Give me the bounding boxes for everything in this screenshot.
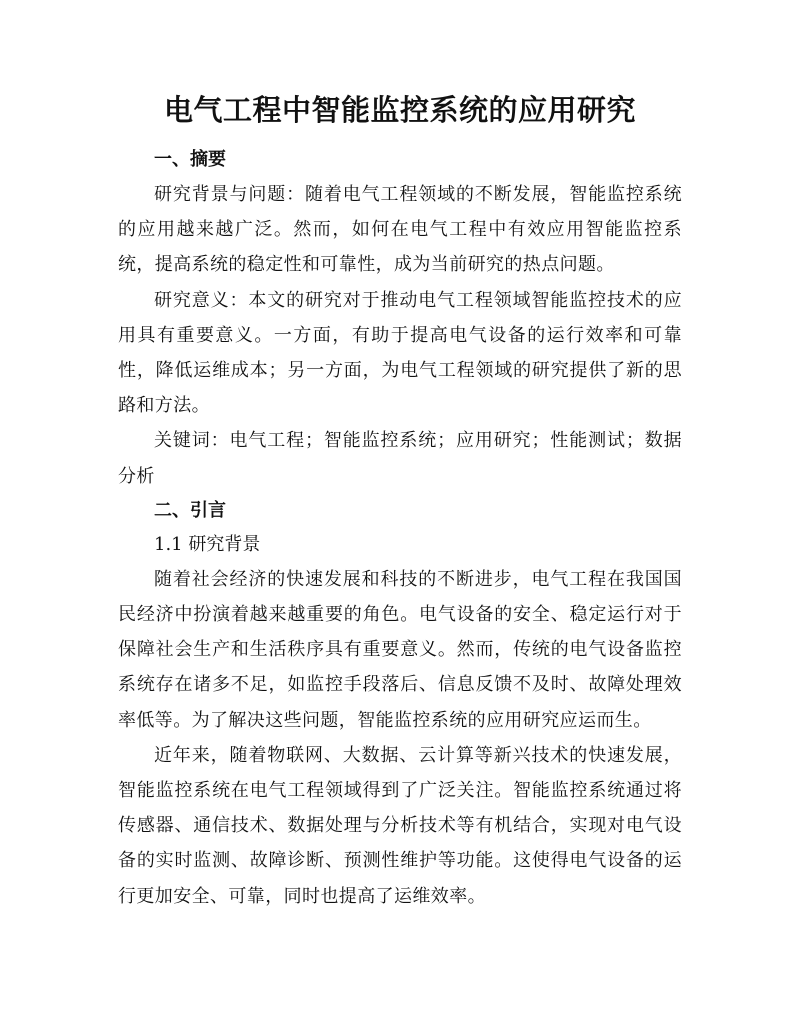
- abstract-significance-paragraph: 研究意义：本文的研究对于推动电气工程领域智能监控技术的应用具有重要意义。一方面，有助于提高电气设备的运行效率和可靠性，降低运维成本；另一方面，为电气工程领域的研究提供了新的思路和方法。: [118, 289, 682, 417]
- research-background-subheading: 1.1 研究背景: [154, 533, 261, 555]
- keywords-paragraph: 关键词：电气工程；智能监控系统；应用研究；性能测试；数据分析: [118, 430, 682, 487]
- abstract-background-paragraph: 研究背景与问题：随着电气工程领域的不断发展，智能监控系统的应用越来越广泛。然而，如何在电气工程中有效应用智能监控系统，提高系统的稳定性和可靠性，成为当前研究的热点问题。: [118, 184, 682, 276]
- introduction-paragraph-1: 随着社会经济的快速发展和科技的不断进步，电气工程在我国国民经济中扮演着越来越重要的角色。电气设备的安全、稳定运行对于保障社会生产和生活秩序具有重要意义。然而，传统的电气设备监控系统存在诸多不足，如监控手段落后、信息反馈不及时、故障处理效率低等。为了解决这些问题，智能监控系统的应用研究应运而生。: [118, 568, 682, 731]
- introduction-heading: 二、引言: [154, 499, 226, 521]
- document-title: 电气工程中智能监控系统的应用研究: [163, 93, 636, 127]
- introduction-paragraph-2: 近年来，随着物联网、大数据、云计算等新兴技术的快速发展，智能监控系统在电气工程领域得到了广泛关注。智能监控系统通过将传感器、通信技术、数据处理与分析技术等有机结合，实现对电气设备的实时监测、故障诊断、预测性维护等功能。这使得电气设备的运行更加安全、可靠，同时也提高了运维效率。: [118, 744, 682, 907]
- document-page: [118, 88, 682, 914]
- abstract-heading: 一、摘要: [154, 149, 226, 170]
